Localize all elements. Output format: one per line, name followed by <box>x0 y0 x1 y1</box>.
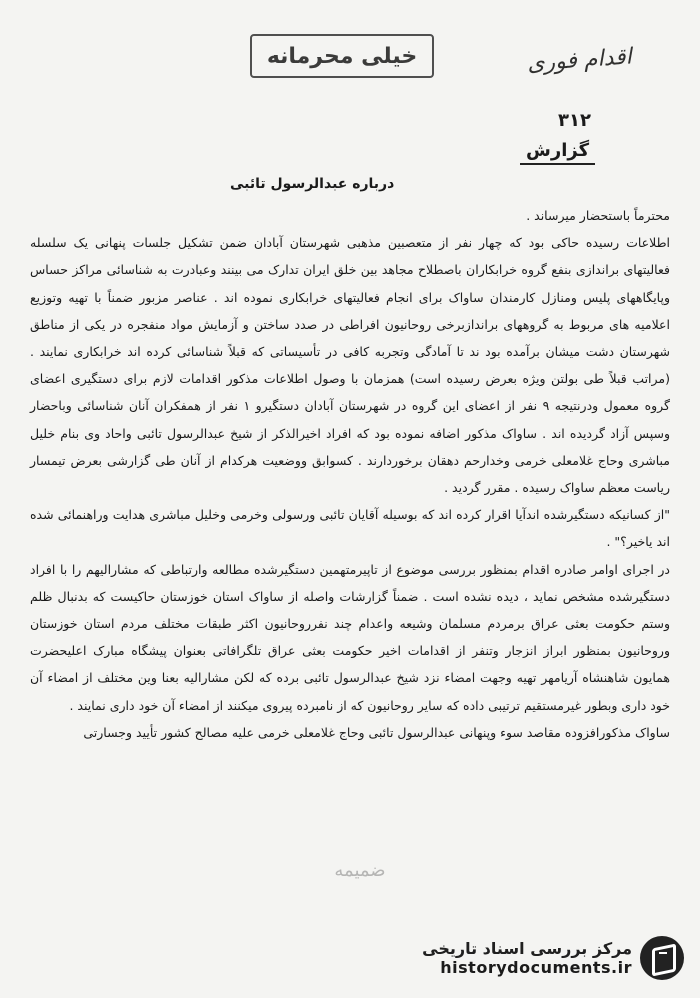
salutation: محترماً باستحضار میرساند . <box>526 208 670 223</box>
paragraph-4: ساواک مذکورافزوده مقاصد سوء وپنهانی عبدالرسول تائبی وحاج غلامعلی خرمی علیه مصالح کشور تأیید وجسارتی <box>83 724 670 740</box>
subject-line: درباره عبدالرسول تائبی <box>230 176 395 192</box>
page-number: ۳۱۲ <box>558 110 591 131</box>
paragraph-2: "از کسانیکه دستگیرشده اندآیا اقرار کرده اند که بوسیله آقایان تائبی ورسولی وخرمی وخلیل مباشری هدایت وراهنمائی شده اند یاخیر؟" . <box>30 507 670 550</box>
logo-text <box>422 939 632 977</box>
logo-title: مرکز بررسی اسناد تاریخی <box>422 939 632 958</box>
classification-stamp: خیلی محرمانه <box>250 34 434 78</box>
paragraph-1: اطلاعات رسیده حاکی بود که چهار نفر از متعصبین مذهبی شهرستان آبادان ضمن تشکیل جلسات پنهانی یک سلسله فعالیتهای براندازی بنفع گروه خرابکاران باصطلاح مجاهد بین خلق ایران تدارک می بینند وعبادرت به شناسائی مراکز حساس وپایگاههای پلیس ومنازل کارمندان ساواک برای انجام فعالیتهای خرابکاری نموده اند . عناصر مزبور ضمناً با تهیه وتوزیع اعلامیه های مربوط به گروههای براندازبرخی روحانیون افراطی در صدد ساختن و آزمایش مواد منفجره در یکی از مناطق شهرستان دشت میشان برآمده بود ند تا آمادگی وتجربه کافی در تأسیساتی که قبلاً شناسائی کرده اند خرابکاری نمایند . (مراتب قبلاً طی بولتن ویژه بعرض رسیده است) همزمان با وصول اطلاعات مذکور اقدامات لازم برای دستگیری اعضای گروه معمول ودرنتیجه ۹ نفر از اعضای این گروه در شهرستان آبادان دستگیرو ۱ نفر از همفکران آنان شناسائی وباحضار وسپس آزاد گردیده اند . ساواک مذکور اضافه نموده بود که افراد اخیرالذکر از شیخ عبدالرسول تائبی واحاد وی بنام خلیل مباشری وحاج غلامعلی خرمی وخدارحم دهقان برخوردارند . کسوابق ووضعیت هرکدام از آنان طی گزارشی بعرض تیمسار ریاست معظم ساواک رسیده . مقرر گردید . <box>30 235 671 496</box>
paragraph-3: در اجرای اوامر صادره اقدام بمنظور بررسی موضوع از تاپیرمتهمین دستگیرشده مطالعه وارتباطی که مشارالیهم را با افراد دستگیرشده مشخص نماید ، دیده نشده است . ضمناً گزارشات واصله از ساواک استان خوزستان حاکیست که بدنبال ظلم وستم حکومت بعثی عراق برمردم مسلمان وشیعه واعدام چند نفرروحانیون اکثر طبقات مختلف مردم استان خوزستان وروحانیون بمنظور ابراز انزجار وتنفر از اقدامات اخیر حکومت بعثی عراق تلگرافاتی بعنوان پیشگاه مبارک اعلیحضرت همایون شاهنشاه آریامهر تهیه وجهت امضاء نزد شیخ عبدالرسول تائبی برده که لکن مشارالیه بعنا وین مختلف از امضاء آن خود داری وبطور غیرمستقیم ترتیبی داده که سایر روحانیون که از نامبرده پیروی میکنند از امضاء آن خود داری نمایند . <box>30 561 670 713</box>
logo-url: historydocuments.ir <box>440 958 632 977</box>
archive-logo <box>422 936 684 980</box>
archive-badge-icon <box>640 936 684 980</box>
handwritten-tag: اقدام فوری <box>526 44 633 77</box>
faint-stamp: ضمیمه <box>334 860 386 881</box>
document-body <box>30 202 670 746</box>
report-title: گزارش <box>520 140 595 165</box>
